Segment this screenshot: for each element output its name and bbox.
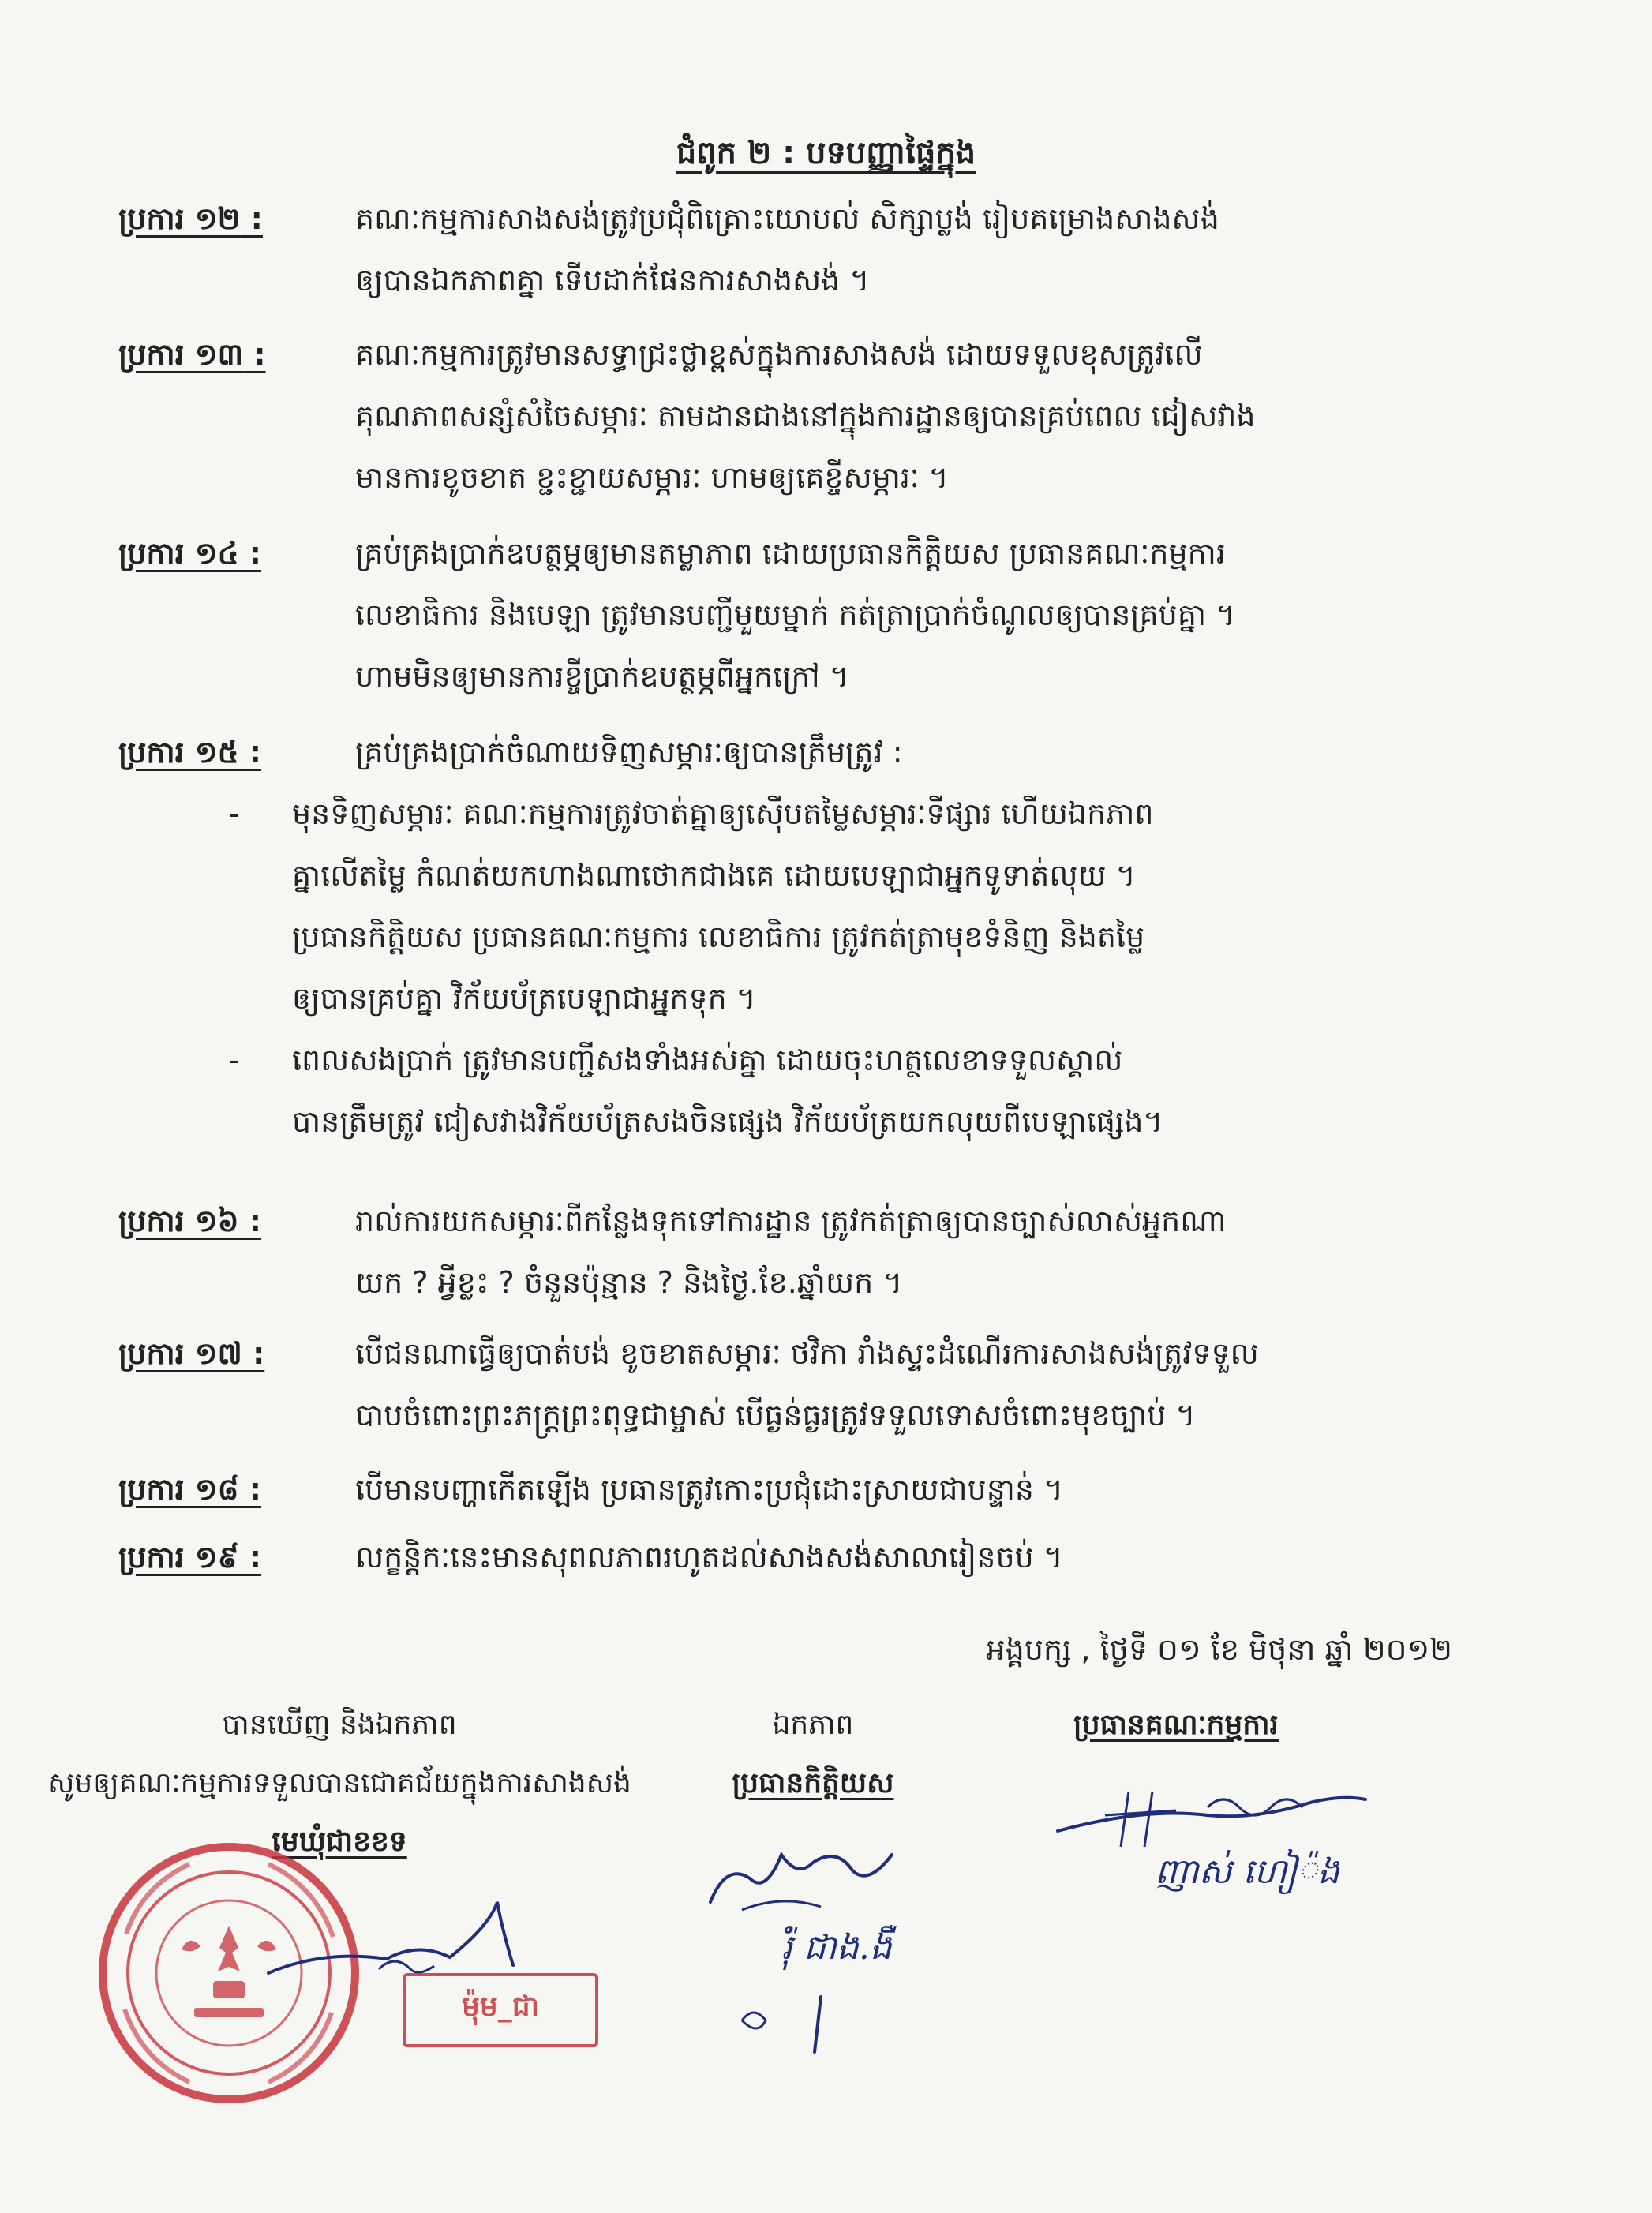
committee-president-title: ប្រធានគណៈកម្មការ [1073, 1709, 1279, 1741]
honorary-president-name: រ៉ុំ ជាង.ងឺ [781, 1927, 892, 1968]
article-label: ប្រការ ១៥ : [118, 735, 262, 769]
consent-line: ឯកភាព [772, 1709, 854, 1741]
article-body: រាល់ការយកសម្ភារៈពីកន្លែងទុកទៅការដ្ឋាន ត្រូវកត់ត្រាឲ្យបានច្បាស់លាស់អ្នកណា យក ? អ្វីខ្លះ ? ចំនួនប៉ុន្មាន ? និងថ្ងៃ.ខែ.ឆ្នាំយក ។ [355, 1204, 1227, 1300]
bullet-item: - ពេលសងប្រាក់ ត្រូវមានបញ្ជីសងទាំងអស់គ្នា ដោយចុះហត្ថលេខាទទួលស្គាល់ បានត្រឹមត្រូវ ជៀសវាងវិក័យប័ត្រសងចិនផ្សេង វិក័យប័ត្រយកលុយពីបេឡាផ្សេង។ [229, 1029, 1460, 1152]
article-label: ប្រការ ១៩ : [118, 1540, 262, 1575]
honorary-president-signature-icon [695, 1831, 931, 1926]
approval-wish-line: សូមឲ្យគណៈកម្មការទទួលបានជោគជ័យក្នុងការសាងសង់ [47, 1767, 631, 1799]
article-label: ប្រការ ១៤ : [118, 536, 262, 571]
article-label: ប្រការ ១៨ : [118, 1472, 262, 1507]
committee-president-name: ញាស់ ហៀ៉ង [1154, 1852, 1340, 1892]
article-body: បើជនណាធ្វើឲ្យបាត់បង់ ខូចខាតសម្ភារៈ ថវិកា រាំងស្ទះដំណើរការសាងសង់ត្រូវទទួល បាបចំពោះព្រះភក្រ្តព្រះពុទ្ធជាម្ចាស់ បើធ្ងន់ធ្ងរត្រូវទទួលទោសចំពោះមុខច្បាប់ ។ [355, 1336, 1259, 1432]
honorary-president-title: ប្រធានកិត្តិយស [732, 1767, 894, 1799]
article-12 [118, 188, 1460, 311]
article-body: លក្ខន្តិកៈនេះមានសុពលភាពរហូតដល់សាងសង់សាលារៀនចប់ ។ [355, 1540, 1063, 1575]
article-body: គណៈកម្មការត្រូវមានសទ្ធាជ្រះថ្លាខ្ពស់ក្នុងការសាងសង់ ដោយទទួលខុសត្រូវលើ គុណភាពសន្សំសំចៃសម្ភារៈ តាមដានជាងនៅក្នុងការដ្ឋានឲ្យបានគ្រប់ពេល ជៀសវាង មានការខូចខាត ខ្ជះខ្ជាយសម្ភារៈ ហាមឲ្យគេខ្ចីសម្ភារៈ ។ [355, 337, 1256, 495]
article-body: គ្រប់គ្រងប្រាក់ចំណាយទិញសម្ភារៈឲ្យបានត្រឹមត្រូវ : [355, 735, 903, 769]
article-label: ប្រការ ១៧ : [118, 1336, 265, 1371]
article-label: ប្រការ ១៣ : [118, 337, 266, 372]
article-19 [118, 1526, 1460, 1588]
bullet-dash: - [229, 796, 240, 831]
article-13 [118, 324, 1460, 508]
article-17 [118, 1323, 1460, 1446]
bullet-item: - មុនទិញសម្ភារៈ គណៈកម្មការត្រូវចាត់គ្នាឲ្យស៊ើបតម្លៃសម្ភារៈទីផ្សារ ហើយឯកភាព គ្នាលើតម្លៃ កំណត់យកហាងណាថោកជាងគេ ដោយបេឡាជាអ្នកទូទាត់លុយ ។ ប្រធានកិត្តិយស ប្រធានគណៈកម្មការ លេខាធិការ ត្រូវកត់ត្រាមុខទំនិញ និងតម្លៃ ឲ្យបានគ្រប់គ្នា វិក័យប័ត្របេឡាជាអ្នកទុក ។ [229, 783, 1460, 1029]
honorary-president-mark-icon [726, 1989, 884, 2060]
chapter-title: ជំពូក ២ : បទបញ្ញាផ្ទៃក្នុង [676, 135, 976, 171]
article-label: ប្រការ ១២ : [118, 201, 263, 236]
bullet-dash: - [229, 1043, 240, 1077]
bullet-list [118, 783, 1460, 1152]
article-14 [118, 522, 1460, 707]
article-body: បើមានបញ្ហាកើតឡើង ប្រធានត្រូវកោះប្រជុំដោះស្រាយជាបន្ទាន់ ។ [355, 1472, 1064, 1507]
article-15 [118, 721, 1460, 1152]
approval-line: បានឃើញ និងឯកភាព [222, 1709, 457, 1741]
chief-title: មេឃុំជាខខទ [272, 1825, 407, 1858]
article-16 [118, 1190, 1460, 1313]
article-body: គ្រប់គ្រងប្រាក់ឧបត្ថម្ភឲ្យមានតម្លាភាព ដោយប្រធានកិត្តិយស ប្រធានគណៈកម្មការ លេខាធិការ និងបេឡា ត្រូវមានបញ្ជីមួយម្នាក់ កត់ត្រាប្រាក់ចំណូលឲ្យបានគ្រប់គ្នា ។ ហាមមិនឲ្យមានការខ្ចីប្រាក់ឧបត្ថម្ភពីអ្នកក្រៅ ។ [355, 536, 1236, 694]
chief-name-stamp: ម៉ុម_ជា [403, 1973, 598, 2047]
article-body: គណៈកម្មការសាងសង់ត្រូវប្រជុំពិគ្រោះយោបល់ សិក្សាប្លង់ រៀបគម្រោងសាងសង់ ឲ្យបានឯកភាពគ្នា ទើបដាក់ផែនការសាងសង់ ។ [355, 201, 1219, 298]
article-18 [118, 1458, 1460, 1520]
date-line: អង្គបក្ស , ថ្ងៃទី ០១ ខែ មិថុនា ឆ្នាំ ២០១២ [986, 1632, 1452, 1667]
article-label: ប្រការ ១៦ : [118, 1204, 262, 1238]
